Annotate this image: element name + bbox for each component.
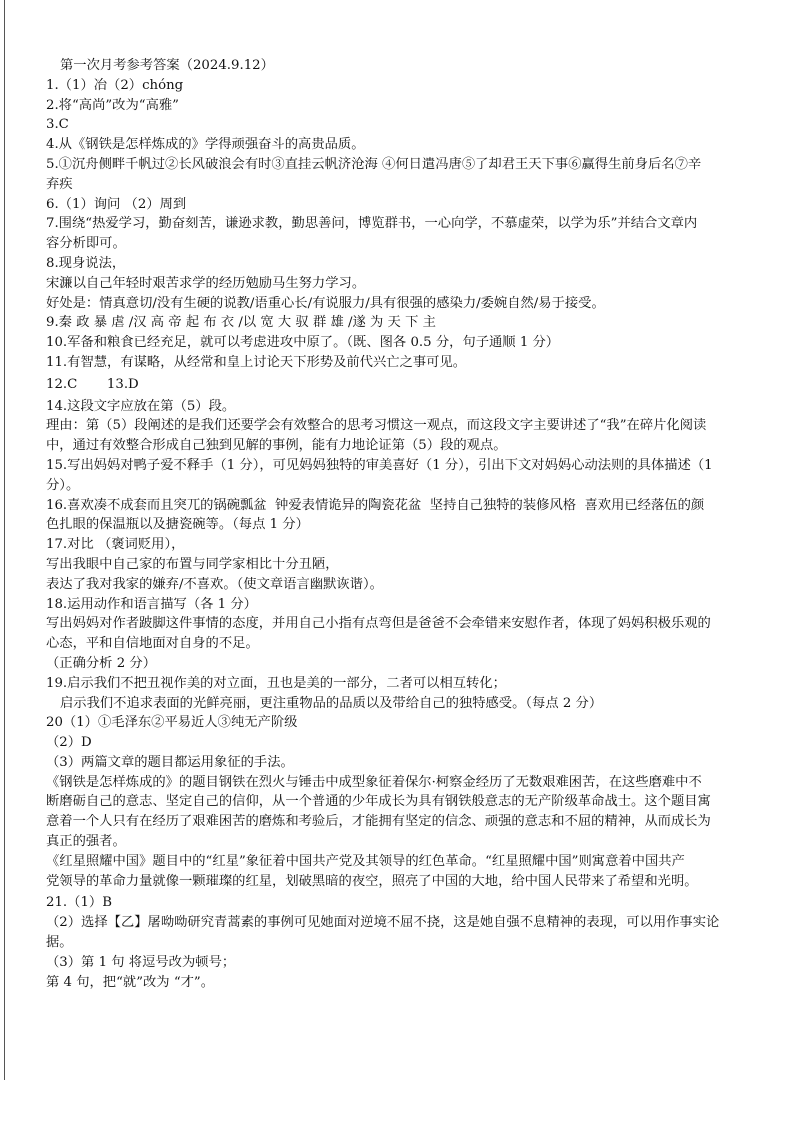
- answer-line: 党领导的革命力量就像一颗璀璨的红星，划破黑暗的夜空，照亮了中国的大地，给中国人民带来了希望和光明。: [46, 873, 698, 889]
- answer-line: 第 4 句，把“就”改为 “才”。: [46, 974, 215, 990]
- answer-line: 16.喜欢凑不成套而且突兀的锅碗瓢盆 钟爱表情诡异的陶瓷花盆 坚持自己独特的装修风格 喜欢用已经落伍的颜: [46, 497, 705, 513]
- answer-line: 心态，平和自信地面对自身的不足。: [46, 636, 259, 652]
- answer-line: 色扎眼的保温瓶以及搪瓷碗等。（每点 1 分）: [46, 517, 309, 533]
- answer-line: 1.（1）冶（2）chóng: [46, 77, 184, 93]
- answer-line: 21.（1）B: [46, 895, 112, 911]
- answer-line: 中，通过有效整合形成自己独到见解的事例，能有力地论证第（5）段的观点。: [46, 438, 507, 454]
- answer-line: 写出妈妈对作者跛脚这件事情的态度，并用自己小指有点弯但是爸爸不会牵错来安慰作者，体现了妈妈积极乐观的: [46, 616, 711, 632]
- answer-line: 《红星照耀中国》题目中的“红星”象征着中国共产党及其领导的红色革命。“红星照耀中国”则寓意着中国共产: [46, 853, 685, 869]
- answer-line: 宋濂以自己年轻时艰苦求学的经历勉励马生努力学习。: [46, 275, 366, 291]
- answer-line: 18.运用动作和语言描写（各 1 分）: [46, 596, 257, 612]
- answer-line: 19.启示我们不把丑视作美的对立面，丑也是美的一部分，二者可以相互转化；: [46, 675, 506, 691]
- answer-line: 11.有智慧，有谋略，从经常和皇上讨论天下形势及前代兴亡之事可见。: [46, 354, 467, 370]
- answer-line: 14.这段文字应放在第（5）段。: [46, 398, 236, 414]
- answer-line: （正确分析 2 分）: [46, 655, 156, 671]
- document-title: 第一次月考参考答案（2024.9.12）: [60, 58, 274, 73]
- answer-line: （2）选择【乙】屠呦呦研究青蒿素的事例可见她面对逆境不屈不挠，这是她自强不息精神的表现，可以用作事实论: [46, 915, 720, 931]
- answer-line: 启示我们不追求表面的光鲜亮丽，更注重物品的品质以及带给自己的独特感受。（每点 2 分）: [60, 695, 603, 711]
- answer-line: 意着一个人只有在经历了艰难困苦的磨炼和考验后，才能拥有坚定的信念、顽强的意志和不屈的精神，从而成长为: [46, 814, 711, 830]
- answer-line: 写出我眼中自己家的布置与同学家相比十分丑陋，: [46, 556, 339, 572]
- answer-line: 好处是：情真意切/没有生硬的说教/语重心长/有说服力/具有很强的感染力/委婉自然/易于接受。: [46, 295, 605, 311]
- answer-line: 真正的强者。: [46, 834, 126, 850]
- answer-line: 17.对比 （褒词贬用），: [46, 537, 185, 553]
- answer-key-document: [46, 56, 758, 992]
- answer-line: 5.①沉舟侧畔千帆过②长风破浪会有时③直挂云帆济沧海 ④何日遣冯唐⑤了却君王天下事⑥赢得生前身后名⑦辛: [46, 156, 702, 172]
- answer-line: 3.C: [46, 117, 69, 133]
- answer-line: （2）D: [46, 735, 92, 751]
- answer-line: （3）第 1 句 将逗号改为顿号；: [46, 954, 236, 970]
- answer-line: 6.（1）询问 （2）周到: [46, 196, 187, 212]
- answer-line: （3）两篇文章的题目都运用象征的手法。: [46, 754, 294, 770]
- answer-line: 15.写出妈妈对鸭子爱不释手（1 分），可见妈妈独特的审美喜好（1 分），引出下文对妈妈心动法则的具体描述（1: [46, 457, 713, 473]
- answer-line: 10.军备和粮食已经充足，就可以考虑进攻中原了。（既、图各 0.5 分，句子通顺 1 分）: [46, 335, 560, 351]
- answer-line: 理由：第（5）段阐述的是我们还要学会有效整合的思考习惯这一观点，而这段文字主要讲述了“我”在碎片化阅读: [46, 418, 707, 434]
- answer-line: 4.从《钢铁是怎样炼成的》学得顽强奋斗的高贵品质。: [46, 137, 365, 153]
- answer-line: 分）。: [46, 477, 80, 493]
- answer-line: 容分析即可。: [46, 236, 126, 252]
- answer-line: 8.现身说法，: [46, 255, 126, 271]
- answer-line: 表达了我对我家的嫌弃/不喜欢。（使文章语言幽默诙谐）。: [46, 576, 383, 592]
- answer-line: 12.C 13.D: [46, 376, 139, 392]
- answer-line: 弃疾: [46, 176, 73, 192]
- page-left-border: [4, 0, 5, 1080]
- answer-line: 断磨砺自己的意志、坚定自己的信仰，从一个普通的少年成长为具有钢铁般意志的无产阶级革命战士。这个题目寓: [46, 794, 711, 810]
- answer-line: 7.围绕“热爱学习，勤奋刻苦，谦逊求教，勤思善问，博览群书，一心向学，不慕虚荣，以学为乐”并结合文章内: [46, 216, 698, 232]
- answer-line: 20（1）①毛泽东②平易近人③纯无产阶级: [46, 715, 298, 731]
- answer-line: 据。: [46, 935, 73, 951]
- answer-line: 《钢铁是怎样炼成的》的题目钢铁在烈火与锤击中成型象征着保尔·柯察金经历了无数艰难困苦，在这些磨难中不: [46, 774, 702, 790]
- answer-line: 2.将“高尚”改为“高雅”: [46, 97, 179, 113]
- answer-line: 9.秦 政 暴 虐 /汉 高 帝 起 布 衣 /以 宽 大 驭 群 雄 /遂 为 天 下 主: [46, 315, 436, 331]
